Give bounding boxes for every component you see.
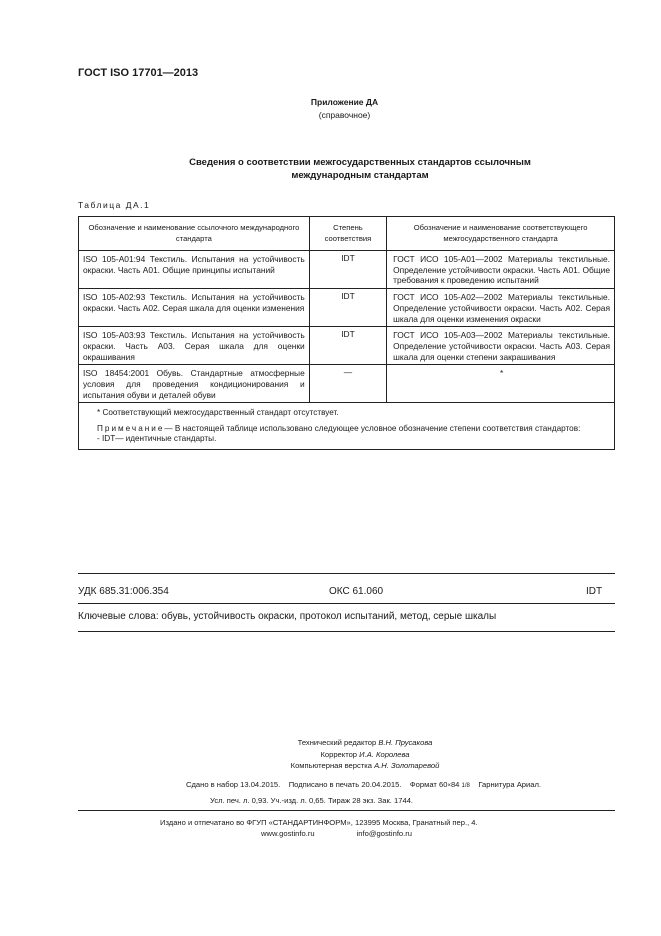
- cell-intl: ISO 105-A02:93 Текстиль. Испытания на устойчивость окраски. Часть А02. Серая шкала для оценки изменения: [79, 289, 310, 327]
- cell-degree: IDT: [309, 289, 386, 327]
- udk-code: УДК 685.31:006.354: [78, 586, 169, 597]
- section-title: [100, 156, 620, 182]
- footnote: * Соответствующий межгосударственный стандарт отсутствует.: [97, 408, 339, 418]
- font-info: Гарнитура Ариал.: [478, 780, 542, 789]
- section-title-line1: Сведения о соответствии межгосударственных стандартов ссылочным: [189, 157, 531, 168]
- header-intl-standard: Обозначение и наименование ссылочного международного стандарта: [79, 217, 310, 251]
- table-row: [79, 289, 615, 327]
- table-row: [79, 251, 615, 289]
- layout-name: А.Н. Золотаревой: [374, 761, 440, 770]
- layout-label: Компьютерная верстка: [290, 761, 372, 770]
- cell-degree: IDT: [309, 251, 386, 289]
- format-number: 84: [450, 780, 460, 789]
- tech-editor-label: Технический редактор: [297, 738, 377, 747]
- document-header: ГОСТ ISO 17701—2013: [78, 67, 199, 79]
- corrector-label: Корректор: [320, 749, 358, 759]
- cell-national: ГОСТ ИСО 105-А02—2002 Материалы текстильные. Определение устойчивости окраски. Часть А02. Серая шкала для оценки изменения окраски: [387, 289, 615, 327]
- tech-editor-line: [200, 737, 530, 749]
- table-header-row: [79, 217, 615, 251]
- cell-degree: —: [309, 365, 386, 403]
- format-label: Формат 60: [409, 780, 448, 789]
- note-paragraph: [87, 424, 608, 435]
- cell-national: ГОСТ ИСО 105-А03—2002 Материалы текстильные. Определение устойчивости окраски. Часть А03. Серая шкала для оценки степени закрашивания: [387, 327, 615, 365]
- production-line-1: [186, 780, 541, 789]
- cell-intl: ISO 105-A01:94 Текстиль. Испытания на устойчивость окраски. Часть А01. Общие принципы испытаний: [79, 251, 310, 289]
- note-label: Примечание: [97, 423, 165, 433]
- cell-intl: ISO 18454:2001 Обувь. Стандартные атмосферные условия для проведения кондиционирования и испытания обуви и деталей обуви: [79, 365, 310, 403]
- signed-date: Подписано в печать 20.04.2015.: [288, 780, 402, 789]
- production-line-2: Усл. печ. л. 0,93. Уч.-изд. л. 0,65. Тираж 28 экз. Зак. 1744.: [210, 796, 414, 805]
- table-row: [79, 327, 615, 365]
- idt-code: IDT: [586, 586, 603, 597]
- table-label: Таблица ДА.1: [78, 200, 151, 210]
- cell-national: ГОСТ ИСО 105-А01—2002 Материалы текстильные. Определение устойчивости окраски. Часть А01. Общие требования к проведению испытаний: [387, 251, 615, 289]
- section-title-line2: международным стандартам: [291, 170, 429, 181]
- tech-editor-name: В.Н. Прусакова: [378, 738, 433, 747]
- format-times: ×: [447, 783, 451, 789]
- divider-middle: [78, 603, 615, 604]
- table-notes-row: [79, 403, 615, 450]
- corrector-name: И.А. Королева: [359, 749, 410, 759]
- publisher-email: info@gostinfo.ru: [356, 829, 413, 838]
- publisher-contacts: [261, 829, 412, 838]
- appendix-type: (справочное): [318, 110, 371, 120]
- appendix-title: Приложение ДА: [310, 97, 379, 107]
- divider-top: [78, 573, 615, 574]
- corrector-line: [200, 749, 530, 761]
- appendix-heading: [0, 96, 661, 122]
- oks-code: ОКС 61.060: [329, 586, 384, 597]
- publisher-line: Издано и отпечатано во ФГУП «СТАНДАРТИНФОРМ», 123995 Москва, Гранатный пер., 4.: [160, 818, 478, 827]
- cell-degree: IDT: [309, 327, 386, 365]
- table-notes: [79, 403, 615, 450]
- note-item: - IDT— идентичные стандарты.: [97, 434, 217, 444]
- format-fraction: 1/8: [461, 783, 470, 789]
- divider-footer: [78, 810, 615, 811]
- header-national-standard: Обозначение и наименование соответствующего межгосударственного стандарта: [387, 217, 615, 251]
- publisher-site: www.gostinfo.ru: [261, 829, 315, 838]
- note-text: — В настоящей таблице использовано следующее условное обозначение степени соответствия стандартов:: [164, 423, 581, 433]
- table-row: [79, 365, 615, 403]
- cell-national: *: [387, 365, 615, 403]
- header-degree: Степень соответствия: [309, 217, 386, 251]
- cell-intl: ISO 105-A03:93 Текстиль. Испытания на устойчивость окраски. Часть А03. Серая шкала для оценки окрашивания: [79, 327, 310, 365]
- credits: [200, 737, 530, 772]
- divider-bottom: [78, 631, 615, 632]
- layout-line: [200, 760, 530, 772]
- sent-date: Сдано в набор 13.04.2015.: [186, 780, 281, 789]
- keywords: Ключевые слова: обувь, устойчивость окраски, протокол испытаний, метод, серые шкалы: [78, 611, 497, 622]
- correspondence-table: [78, 216, 615, 450]
